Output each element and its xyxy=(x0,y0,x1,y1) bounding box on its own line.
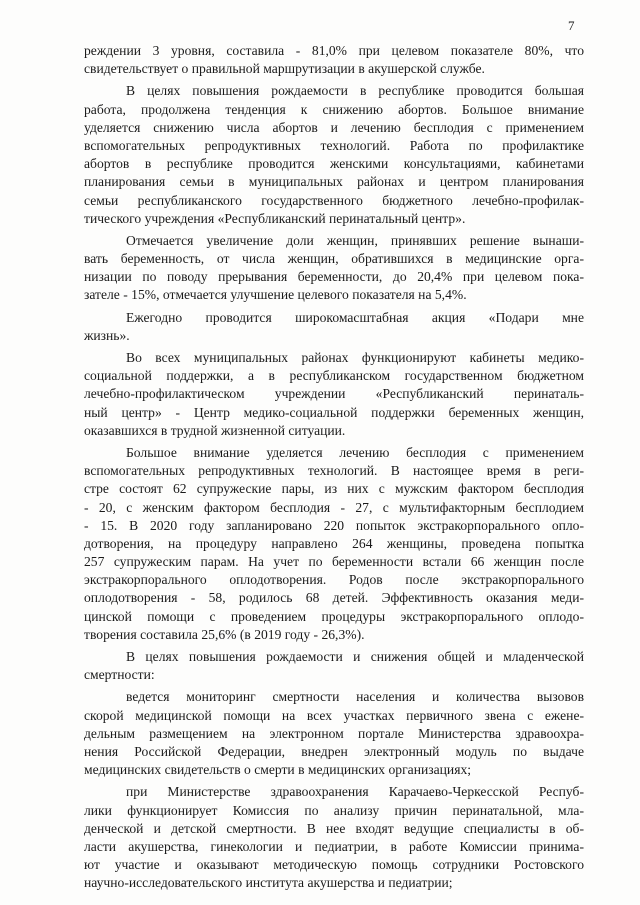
text-line: скорой медицинской помощи на всех участках первичного звена с еженe- xyxy=(84,707,584,723)
text-line: работа, продолжена тенденция к снижению абортов. Большое внимание xyxy=(84,101,584,117)
text-line: семьи республиканского государственного бюджетного лечебно-профилак- xyxy=(84,192,584,208)
text-line: смертности: xyxy=(84,667,155,683)
text-line: уделяется снижению числа абортов и лечению бесплодия с применением xyxy=(84,119,584,135)
page-number: 7 xyxy=(568,18,575,33)
text-line: - 20, с женским фактором бесплодия - 27, с мультифакторным бесплодием xyxy=(84,499,584,515)
text-line: тического учреждения «Республиканский перинатальный центр». xyxy=(84,210,466,226)
text-line: Во всех муниципальных районах функционируют кабинеты медико- xyxy=(126,350,584,365)
text-line: ют участие и оказывают методическую помощь сотрудники Ростовского xyxy=(84,857,584,873)
text-line: ведется мониторинг смертности населения и количества вызовов xyxy=(126,689,584,705)
text-line: планирования семьи в муниципальных районах и центром планирования xyxy=(84,174,584,190)
text-line: низации по поводу прерывания беременности, до 20,4% при целевом пока- xyxy=(84,269,584,285)
text-line: В целях повышения рождаемости и снижения общей и младенческой xyxy=(126,649,584,664)
text-line: денческой и детской смертности. В нее входят ведущие специалисты в об- xyxy=(84,820,584,836)
text-line: медицинских свидетельств о смерти в медицинских организациях; xyxy=(84,762,472,778)
text-line: оплодотворения - 58, родилось 68 детей. Эффективность оказания меди- xyxy=(84,590,584,606)
text-line: абортов в республике проводится женскими консультациями, кабинетами xyxy=(84,156,584,172)
body-text xyxy=(84,42,584,896)
text-line: жизнь». xyxy=(84,327,130,343)
text-line: вспомогательных репродуктивных технологий. Работа по профилактике xyxy=(84,137,584,153)
text-line: дельным размещением на электронном портале Министерства здравоохра- xyxy=(84,725,584,741)
text-line: ный центр» - Центр медико-социальной поддержки беременных женщин, xyxy=(84,404,584,420)
text-line: реждении 3 уровня, составила - 81,0% при целевом показателе 80%, что xyxy=(84,43,584,58)
text-line: творения составила 25,6% (в 2019 году - 26,3%). xyxy=(84,626,365,642)
text-line: дотворения, на процедуру направлено 264 женщины, проведена попытка xyxy=(84,535,584,551)
text-line: при Министерстве здравоохранения Карачаево-Черкесской Респуб- xyxy=(126,784,584,800)
text-line: 257 супружеским парам. На учет по беременности встали 66 женщин после xyxy=(84,554,584,570)
text-line: экстракорпорального оплодотворения. Родов после экстракорпорального xyxy=(84,572,584,588)
text-line: зателе - 15%, отмечается улучшение целевого показателя на 5,4%. xyxy=(84,287,467,303)
text-line: Большое внимание уделяется лечению бесплодия с применением xyxy=(126,444,584,460)
text-line: ласти акушерства, гинекологии и педиатрии, в работе Комиссии принима- xyxy=(84,838,584,854)
text-line: вспомогательных репродуктивных технологий. В настоящее время в реги- xyxy=(84,463,584,479)
text-line: оказавшихся в трудной жизненной ситуации. xyxy=(84,422,346,438)
text-line: лики функционирует Комиссия по анализу причин перинатальной, мла- xyxy=(84,802,584,818)
text-line: нения Российской Федерации, внедрен электронный модуль по выдаче xyxy=(84,743,584,759)
text-line: цинской помощи с проведением процедуры экстракорпорального оплодо- xyxy=(84,608,584,624)
text-line: стре состоят 62 супружеские пары, из них с мужским фактором бесплодия xyxy=(84,481,584,497)
text-line: вать беременность, от числа женщин, обратившихся в медицинские орга- xyxy=(84,251,584,267)
text-line: научно-исследовательского института акушерства и педиатрии; xyxy=(84,875,453,891)
text-line: Отмечается увеличение доли женщин, принявших решение вынаши- xyxy=(126,232,584,248)
text-line: социальной поддержки, а в республиканском государственном бюджетном xyxy=(84,368,584,384)
text-line: Ежегодно проводится широкомасштабная акция «Подари мне xyxy=(126,309,584,325)
text-line: свидетельствует о правильной маршрутизации в акушерской службе. xyxy=(84,61,485,77)
text-line: В целях повышения рождаемости в республике проводится большая xyxy=(126,83,584,99)
text-line: - 15. В 2020 году запланировано 220 попыток экстракорпорального опло- xyxy=(84,517,584,533)
text-line: лечебно-профилактическом учреждении «Республиканский перинаталь- xyxy=(84,386,584,402)
